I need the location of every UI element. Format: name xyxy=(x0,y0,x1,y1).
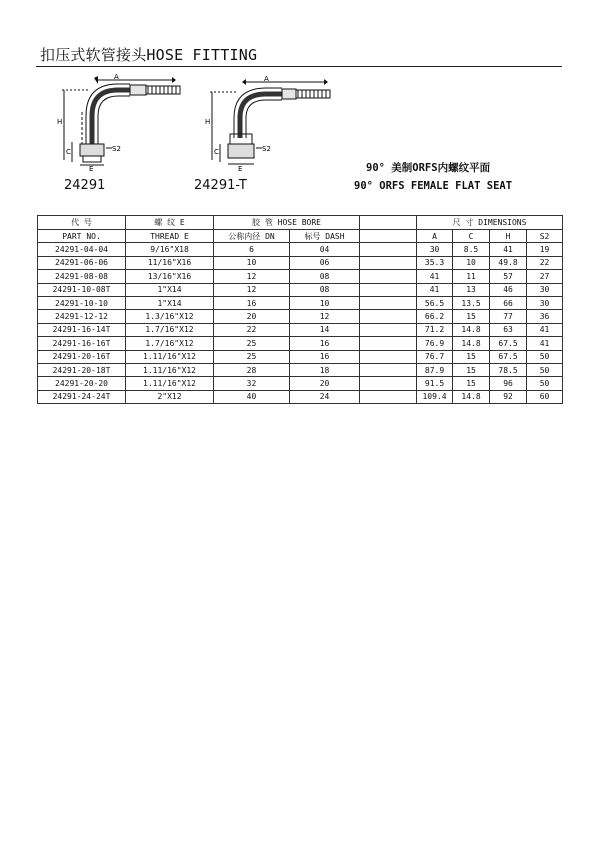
cell-s2: 41 xyxy=(527,323,563,336)
fitting-drawing-24291-t xyxy=(200,72,340,172)
dim-label-h: H xyxy=(57,118,63,126)
cell-s2: 36 xyxy=(527,310,563,323)
cell-h: 92 xyxy=(490,390,527,403)
cell-h: 63 xyxy=(490,323,527,336)
cell-part-no: 24291-10-10 xyxy=(38,296,126,309)
cell-blank xyxy=(360,270,417,283)
cell-part-no: 24291-24-24T xyxy=(38,390,126,403)
cell-thread: 2"X12 xyxy=(126,390,214,403)
cell-s2: 22 xyxy=(527,256,563,269)
header-dimensions: 尺 寸 DIMENSIONS xyxy=(417,216,563,230)
cell-a: 66.2 xyxy=(417,310,453,323)
cell-dn: 6 xyxy=(214,243,290,256)
dim-label-c: C xyxy=(66,148,71,156)
header-blank xyxy=(360,230,417,243)
header-c: C xyxy=(453,230,490,243)
cell-thread: 1.11/16"X12 xyxy=(126,377,214,390)
table-row xyxy=(38,323,563,336)
cell-blank xyxy=(360,310,417,323)
header-part-no: PART NO. xyxy=(38,230,126,243)
header-h: H xyxy=(490,230,527,243)
header-thread-e: THREAD E xyxy=(126,230,214,243)
cell-h: 67.5 xyxy=(490,350,527,363)
cell-blank xyxy=(360,323,417,336)
cell-thread: 1.11/16"X12 xyxy=(126,363,214,376)
cell-s2: 60 xyxy=(527,390,563,403)
header-dn: 公称内径 DN xyxy=(214,230,290,243)
cell-h: 78.5 xyxy=(490,363,527,376)
table-row xyxy=(38,377,563,390)
cell-dash: 14 xyxy=(290,323,360,336)
drawing-code-24291: 24291 xyxy=(64,178,106,193)
table-row xyxy=(38,243,563,256)
table-row xyxy=(38,310,563,323)
cell-h: 66 xyxy=(490,296,527,309)
description-cn: 90° 美制ORFS内螺纹平面 xyxy=(366,162,491,174)
cell-s2: 19 xyxy=(527,243,563,256)
cell-a: 76.7 xyxy=(417,350,453,363)
cell-a: 71.2 xyxy=(417,323,453,336)
description-en: 90° ORFS FEMALE FLAT SEAT xyxy=(354,180,513,192)
cell-c: 10 xyxy=(453,256,490,269)
page-title: 扣压式软管接头HOSE FITTING xyxy=(40,46,258,64)
cell-s2: 41 xyxy=(527,337,563,350)
cell-a: 41 xyxy=(417,283,453,296)
cell-s2: 50 xyxy=(527,377,563,390)
cell-dn: 32 xyxy=(214,377,290,390)
table-row xyxy=(38,337,563,350)
cell-dn: 10 xyxy=(214,256,290,269)
cell-dash: 16 xyxy=(290,350,360,363)
table-row xyxy=(38,270,563,283)
table-row xyxy=(38,283,563,296)
cell-thread: 1.11/16"X12 xyxy=(126,350,214,363)
cell-part-no: 24291-20-16T xyxy=(38,350,126,363)
cell-c: 13 xyxy=(453,283,490,296)
dim-label-e: E xyxy=(238,165,243,172)
cell-a: 76.9 xyxy=(417,337,453,350)
cell-dn: 20 xyxy=(214,310,290,323)
cell-h: 96 xyxy=(490,377,527,390)
cell-thread: 13/16"X16 xyxy=(126,270,214,283)
cell-part-no: 24291-06-06 xyxy=(38,256,126,269)
header-part-cn: 代 号 xyxy=(38,216,126,230)
cell-c: 8.5 xyxy=(453,243,490,256)
cell-dash: 06 xyxy=(290,256,360,269)
cell-c: 13.5 xyxy=(453,296,490,309)
header-blank xyxy=(360,216,417,230)
cell-blank xyxy=(360,390,417,403)
dim-label-s2: S2 xyxy=(112,145,121,153)
cell-part-no: 24291-16-14T xyxy=(38,323,126,336)
cell-part-no: 24291-08-08 xyxy=(38,270,126,283)
cell-a: 109.4 xyxy=(417,390,453,403)
cell-blank xyxy=(360,377,417,390)
cell-h: 49.8 xyxy=(490,256,527,269)
cell-h: 46 xyxy=(490,283,527,296)
cell-a: 35.3 xyxy=(417,256,453,269)
cell-s2: 30 xyxy=(527,283,563,296)
cell-s2: 50 xyxy=(527,363,563,376)
cell-a: 30 xyxy=(417,243,453,256)
cell-dash: 12 xyxy=(290,310,360,323)
dim-label-h: H xyxy=(205,118,211,126)
cell-part-no: 24291-04-04 xyxy=(38,243,126,256)
cell-a: 91.5 xyxy=(417,377,453,390)
cell-dn: 40 xyxy=(214,390,290,403)
cell-s2: 27 xyxy=(527,270,563,283)
cell-c: 14.8 xyxy=(453,323,490,336)
cell-c: 15 xyxy=(453,350,490,363)
cell-dn: 12 xyxy=(214,270,290,283)
cell-dash: 20 xyxy=(290,377,360,390)
cell-dash: 04 xyxy=(290,243,360,256)
cell-thread: 1"X14 xyxy=(126,296,214,309)
title-divider xyxy=(36,66,562,67)
cell-dn: 25 xyxy=(214,337,290,350)
cell-blank xyxy=(360,283,417,296)
cell-h: 41 xyxy=(490,243,527,256)
cell-h: 57 xyxy=(490,270,527,283)
table-row xyxy=(38,390,563,403)
cell-dn: 28 xyxy=(214,363,290,376)
cell-s2: 30 xyxy=(527,296,563,309)
cell-thread: 9/16"X18 xyxy=(126,243,214,256)
cell-blank xyxy=(360,296,417,309)
table-header-row-1 xyxy=(38,216,563,230)
table-header-row-2 xyxy=(38,230,563,243)
cell-thread: 11/16"X16 xyxy=(126,256,214,269)
cell-dash: 18 xyxy=(290,363,360,376)
cell-blank xyxy=(360,363,417,376)
dim-label-c: C xyxy=(214,148,219,156)
drawing-code-24291-t: 24291-T xyxy=(194,178,247,193)
cell-dash: 08 xyxy=(290,270,360,283)
cell-blank xyxy=(360,256,417,269)
header-s2: S2 xyxy=(527,230,563,243)
dim-label-a: A xyxy=(264,75,269,83)
table-row xyxy=(38,350,563,363)
dim-label-s2: S2 xyxy=(262,145,271,153)
cell-part-no: 24291-20-18T xyxy=(38,363,126,376)
cell-part-no: 24291-12-12 xyxy=(38,310,126,323)
cell-c: 15 xyxy=(453,310,490,323)
cell-dn: 12 xyxy=(214,283,290,296)
cell-dash: 24 xyxy=(290,390,360,403)
cell-a: 87.9 xyxy=(417,363,453,376)
cell-c: 14.8 xyxy=(453,337,490,350)
table-row xyxy=(38,296,563,309)
cell-dash: 08 xyxy=(290,283,360,296)
header-hose-bore: 胶 管 HOSE BORE xyxy=(214,216,360,230)
cell-part-no: 24291-16-16T xyxy=(38,337,126,350)
cell-thread: 1"X14 xyxy=(126,283,214,296)
cell-dn: 25 xyxy=(214,350,290,363)
cell-c: 14.8 xyxy=(453,390,490,403)
cell-part-no: 24291-10-08T xyxy=(38,283,126,296)
cell-dn: 22 xyxy=(214,323,290,336)
table-row xyxy=(38,256,563,269)
cell-blank xyxy=(360,350,417,363)
cell-a: 56.5 xyxy=(417,296,453,309)
cell-part-no: 24291-20-20 xyxy=(38,377,126,390)
cell-c: 15 xyxy=(453,377,490,390)
cell-blank xyxy=(360,337,417,350)
cell-c: 15 xyxy=(453,363,490,376)
header-thread-cn: 螺 纹 E xyxy=(126,216,214,230)
cell-dash: 10 xyxy=(290,296,360,309)
dim-label-a: A xyxy=(114,73,119,81)
header-dash: 标号 DASH xyxy=(290,230,360,243)
cell-thread: 1.7/16"X12 xyxy=(126,323,214,336)
header-a: A xyxy=(417,230,453,243)
cell-thread: 1.3/16"X12 xyxy=(126,310,214,323)
cell-s2: 50 xyxy=(527,350,563,363)
cell-h: 67.5 xyxy=(490,337,527,350)
cell-h: 77 xyxy=(490,310,527,323)
cell-c: 11 xyxy=(453,270,490,283)
dim-label-e: E xyxy=(89,165,94,172)
table-row xyxy=(38,363,563,376)
cell-dash: 16 xyxy=(290,337,360,350)
cell-thread: 1.7/16"X12 xyxy=(126,337,214,350)
cell-a: 41 xyxy=(417,270,453,283)
spec-table xyxy=(37,215,563,404)
cell-dn: 16 xyxy=(214,296,290,309)
fitting-drawing-24291 xyxy=(52,72,192,172)
cell-blank xyxy=(360,243,417,256)
